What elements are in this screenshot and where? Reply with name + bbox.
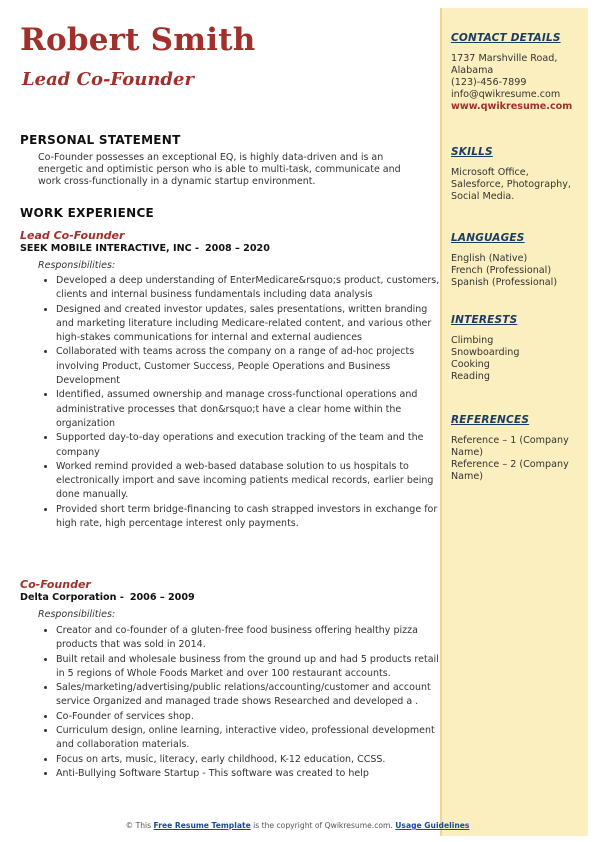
personal-statement-heading: PERSONAL STATEMENT [20,133,181,147]
list-item: • Worked remind provided a web-based database solution to us hospitals to electronically import and save incoming patients medical records, earlier being done manually. [56,460,441,503]
job-bullet-list [38,624,441,781]
job-company-line [20,243,270,254]
list-item: • Focus on arts, music, literacy, early childhood, K-12 education, CCSS. [56,753,441,767]
job-dates: 2008 – 2020 [204,243,270,254]
usage-guidelines-link[interactable]: Usage Guidelines [395,821,470,830]
footer-middle: is the copyright of Qwikresume.com. [253,821,393,830]
list-item: Reference – 1 (Company [451,435,569,446]
languages-heading: LANGUAGES [451,232,525,244]
sidebar [440,8,588,836]
list-item: • Curriculum design, online learning, interactive video, professional development and collaboration materials. [56,724,441,753]
skills-line: Salesforce, Photography, [451,179,571,190]
list-item: • Sales/marketing/advertising/public relations/accounting/customer and account service Organized and managed trade shows Researched and developed a . [56,681,441,710]
skills-line: Social Media. [451,191,515,202]
list-item: Cooking [451,359,490,370]
list-item: • Anti-Bullying Software Startup - This software was created to help [56,767,441,781]
list-item: Snowboarding [451,347,520,358]
contact-details [451,53,587,113]
list-item: • Designed and created investor updates, sales presentations, written branding and marketing literature including Medicare-related content, and various other high-stakes communications for internal and external audiences [56,303,441,346]
candidate-role: Lead Co-Founder [22,69,194,90]
list-item: French (Professional) [451,265,552,276]
list-item: Reference – 2 (Company [451,459,569,470]
languages-list [451,253,587,289]
list-item: Name) [451,447,484,458]
references-heading: REFERENCES [451,414,530,426]
job-dates: 2006 – 2009 [129,592,195,603]
personal-statement-text: Co-Founder possesses an exceptional EQ, is highly data-driven and is an energetic and optimistic person who is able to multi-task, communicate and work cross-functionally in a dynamic startup environment. [38,152,401,187]
interests-list [451,335,587,383]
list-item: Name) [451,471,484,482]
list-item: • Co-Founder of services shop. [56,710,441,724]
copyright-icon: © [125,821,134,830]
list-item: • Provided short term bridge-financing to cash strapped investors in exchange for high rate, high percentage interest only payments. [56,503,441,532]
job-title: Lead Co-Founder [20,229,125,242]
phone-number: (123)-456-7899 [451,77,527,88]
skills-list [451,167,587,203]
address-line: Alabama [451,65,494,76]
work-experience-heading: WORK EXPERIENCE [20,206,155,220]
interests-heading: INTERESTS [451,314,518,326]
job-company: SEEK MOBILE INTERACTIVE, INC - [20,243,199,254]
skills-heading: SKILLS [451,146,493,158]
list-item: • Identified, assumed ownership and manage cross-functional operations and administrative processes that don&rsquo;t have a clear home within the organization [56,388,441,431]
list-item: • Supported day-to-day operations and execution tracking of the team and the company [56,431,441,460]
list-item: • Creator and co-founder of a gluten-free food business offering healthy pizza products that was sold in 2014. [56,624,441,653]
skills-line: Microsoft Office, [451,167,529,178]
job-bullet-list [38,274,441,531]
address-line: 1737 Marshville Road, [451,53,558,64]
list-item: Spanish (Professional) [451,277,558,288]
job-title: Co-Founder [20,578,91,591]
contact-heading: CONTACT DETAILS [451,32,561,44]
list-item: • Built retail and wholesale business from the ground up and had 5 products retail in 5 regions of Whole Foods Market and over 100 restaurant accounts. [56,653,441,682]
candidate-name: Robert Smith [20,22,256,58]
list-item: English (Native) [451,253,528,264]
list-item: • Developed a deep understanding of EnterMedicare&rsquo;s product, customers, clients and internal business fundamentals including data analysis [56,274,441,303]
list-item: Climbing [451,335,494,346]
website-link[interactable]: www.qwikresume.com [451,101,573,112]
responsibilities-label: Responsibilities: [38,260,116,271]
list-item: • Collaborated with teams across the company on a range of ad-hoc projects involving Product, Customer Success, People Operations and Business Development [56,345,441,388]
job-company: Delta Corporation - [20,592,124,603]
responsibilities-label: Responsibilities: [38,609,116,620]
free-resume-template-link[interactable]: Free Resume Template [153,821,251,830]
job-company-line [20,592,195,603]
footer-prefix: This [135,821,152,830]
footer [0,821,595,830]
list-item: Reading [451,371,490,382]
references-list [451,435,587,483]
email-address: info@qwikresume.com [451,89,561,100]
